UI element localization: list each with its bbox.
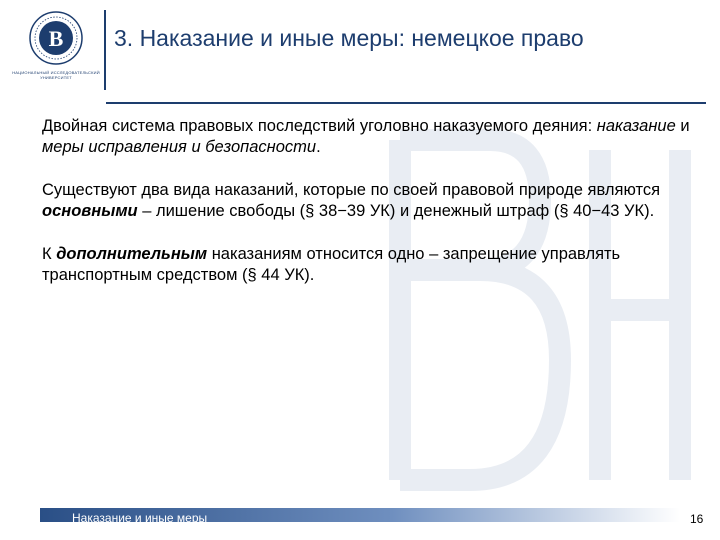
paragraph-main-punishments — [42, 180, 692, 222]
page-number: 16 — [690, 512, 704, 526]
paragraph-dual-system — [42, 116, 692, 158]
title-underline — [106, 102, 706, 104]
paragraph-additional-punishments — [42, 244, 692, 286]
paragraph-text: Существуют два вида наказаний, которые по своей правовой природе являются — [42, 181, 661, 199]
university-emblem-icon — [28, 10, 84, 66]
paragraph-text: . — [316, 138, 321, 156]
slide-title: 3. Наказание и иные меры: немецкое право — [114, 25, 584, 51]
paragraph-text: наказаниям относится одно – запрещение управлять транспортным средством (§ 44 УК). — [42, 245, 621, 284]
term-punishment: наказание — [596, 117, 676, 135]
header-divider — [104, 10, 106, 90]
term-main: основными — [42, 202, 138, 220]
term-measures: меры исправления и безопасности — [42, 138, 317, 156]
paragraph-text: и — [675, 117, 690, 135]
paragraph-text: Двойная система правовых последствий уголовно наказуемого деяния: — [42, 117, 597, 135]
slide-body — [42, 116, 692, 308]
footer-title: Наказание и иные меры — [72, 511, 208, 525]
logo-monogram: В — [48, 26, 64, 51]
university-logo — [8, 10, 104, 90]
term-additional: дополнительным — [56, 245, 208, 263]
slide-header — [0, 0, 720, 100]
logo-caption: НАЦИОНАЛЬНЫЙ ИССЛЕДОВАТЕЛЬСКИЙ УНИВЕРСИТЕТ — [12, 70, 100, 80]
paragraph-text: – лишение свободы (§ 38−39 УК) и денежный штраф (§ 40−43 УК). — [137, 202, 655, 220]
paragraph-text: К — [42, 245, 57, 263]
slide-footer — [0, 508, 720, 540]
